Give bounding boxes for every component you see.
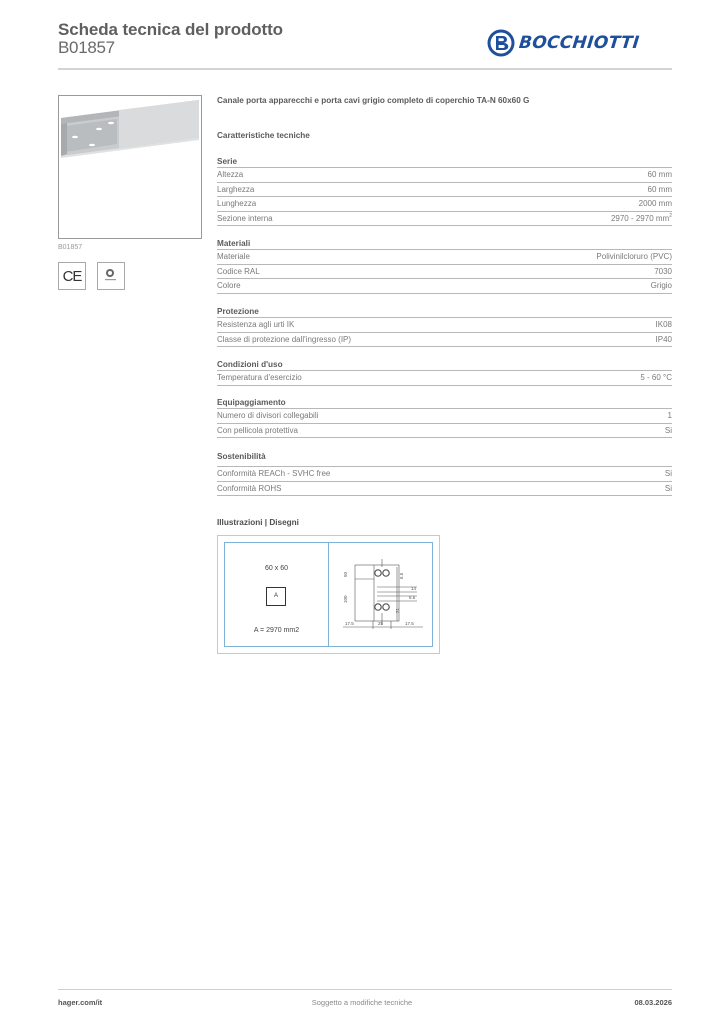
spec-value: Si [664,469,672,478]
product-code: B01857 [58,38,115,57]
spec-value-text: 2970 - 2970 mm [610,213,670,223]
spec-row [217,265,672,280]
spec-label: Conformità REACh - SVHC free [217,469,331,478]
spec-group-serie [217,156,672,226]
brand-name: BOCCHIOTTI [517,33,641,53]
header-divider [58,68,672,70]
spec-group-sostenibilita [217,451,672,496]
spec-label: Lunghezza [217,199,257,208]
illustrations-heading: Illustrazioni | Disegni [217,518,299,527]
spec-row [217,409,672,424]
cross-section-size: 60 x 60 [265,565,288,572]
svg-text:6.5: 6.5 [409,595,416,600]
cable-duct-illustration [59,96,202,239]
group-title: Serie [217,156,672,168]
spec-label: Resistenza agli urti IK [217,320,295,329]
product-description: Canale porta apparecchi e porta cavi grigio completo di coperchio TA-N 60x60 G [217,96,530,105]
spec-group-condizioni-uso [217,359,672,386]
product-image [58,95,202,239]
spec-value [611,212,672,226]
spec-label: Temperatura d'esercizio [217,373,302,382]
dimension-diagram-icon [341,557,426,637]
imq-mark-icon [97,262,125,290]
spec-label: Colore [217,281,241,290]
spec-row [217,197,672,212]
group-title: Equipaggiamento [217,397,672,409]
image-caption: B01857 [58,244,83,251]
ce-mark-icon: CE [58,262,86,290]
dimension-drawing [328,543,432,646]
spec-row [217,318,672,333]
svg-text:17.5: 17.5 [405,621,414,626]
spec-group-equipaggiamento [217,397,672,438]
tech-specs-heading: Caratteristiche tecniche [217,131,310,140]
spec-group-materiali [217,238,672,294]
spec-label: Conformità ROHS [217,483,282,493]
svg-text:21: 21 [395,607,400,613]
spec-value: Si [664,483,672,493]
spec-value: Grigio [650,281,672,290]
group-title: Protezione [217,306,672,318]
document-date: 08.03.2026 [634,998,672,1007]
footer-divider [58,989,672,990]
spec-value: IP40 [655,334,672,344]
svg-text:6.5: 6.5 [399,572,404,579]
cross-section-area: A = 2970 mm2 [253,627,300,634]
spec-row [217,424,672,439]
svg-text:25: 25 [378,621,384,626]
spec-row [217,212,672,227]
spec-row [217,183,672,198]
illustrations-inner [224,542,433,647]
spec-value: 60 mm [647,170,672,179]
spec-row [217,371,672,386]
spec-value: 7030 [654,266,672,276]
spec-label: Materiale [217,252,250,261]
cross-section-box: A [266,587,286,606]
superscript: 2 [669,212,672,219]
svg-text:100: 100 [343,595,348,603]
spec-value: 1 [667,411,672,420]
spec-value: Polivinilcloruro (PVC) [596,252,672,261]
spec-label: Larghezza [217,184,255,194]
spec-row [217,482,672,497]
svg-text:14: 14 [411,586,417,591]
group-title: Materiali [217,238,672,250]
svg-text:50: 50 [343,571,348,577]
spec-value: 60 mm [647,184,672,194]
spec-label: Classe di protezione dall'ingresso (IP) [217,334,352,344]
spec-row [217,333,672,348]
group-title: Sostenibilità [217,451,672,467]
cross-section-drawing [225,543,328,646]
brand-mark-icon [486,28,516,58]
spec-value: 5 - 60 °C [640,373,672,382]
group-title: Condizioni d'uso [217,359,672,371]
spec-row [217,250,672,265]
spec-label: Sezione interna [217,213,273,223]
spec-value: IK08 [655,320,672,329]
spec-label: Con pellicola protettiva [217,425,298,435]
svg-text:17.5: 17.5 [345,621,354,626]
spec-value: 2000 mm [638,199,672,208]
page-title: Scheda tecnica del prodotto [58,20,283,39]
spec-row [217,168,672,183]
bocchiotti-logo [486,28,639,58]
spec-label: Altezza [217,170,244,179]
spec-row [217,467,672,482]
website-link[interactable]: hager.com/it [58,998,103,1007]
illustrations-panel [217,535,440,654]
spec-label: Numero di divisori collegabili [217,411,319,420]
spec-value: Si [664,425,672,435]
footer-notice: Soggetto a modifiche tecniche [311,998,413,1007]
spec-group-protezione [217,306,672,347]
spec-row [217,279,672,294]
spec-label: Codice RAL [217,266,260,276]
